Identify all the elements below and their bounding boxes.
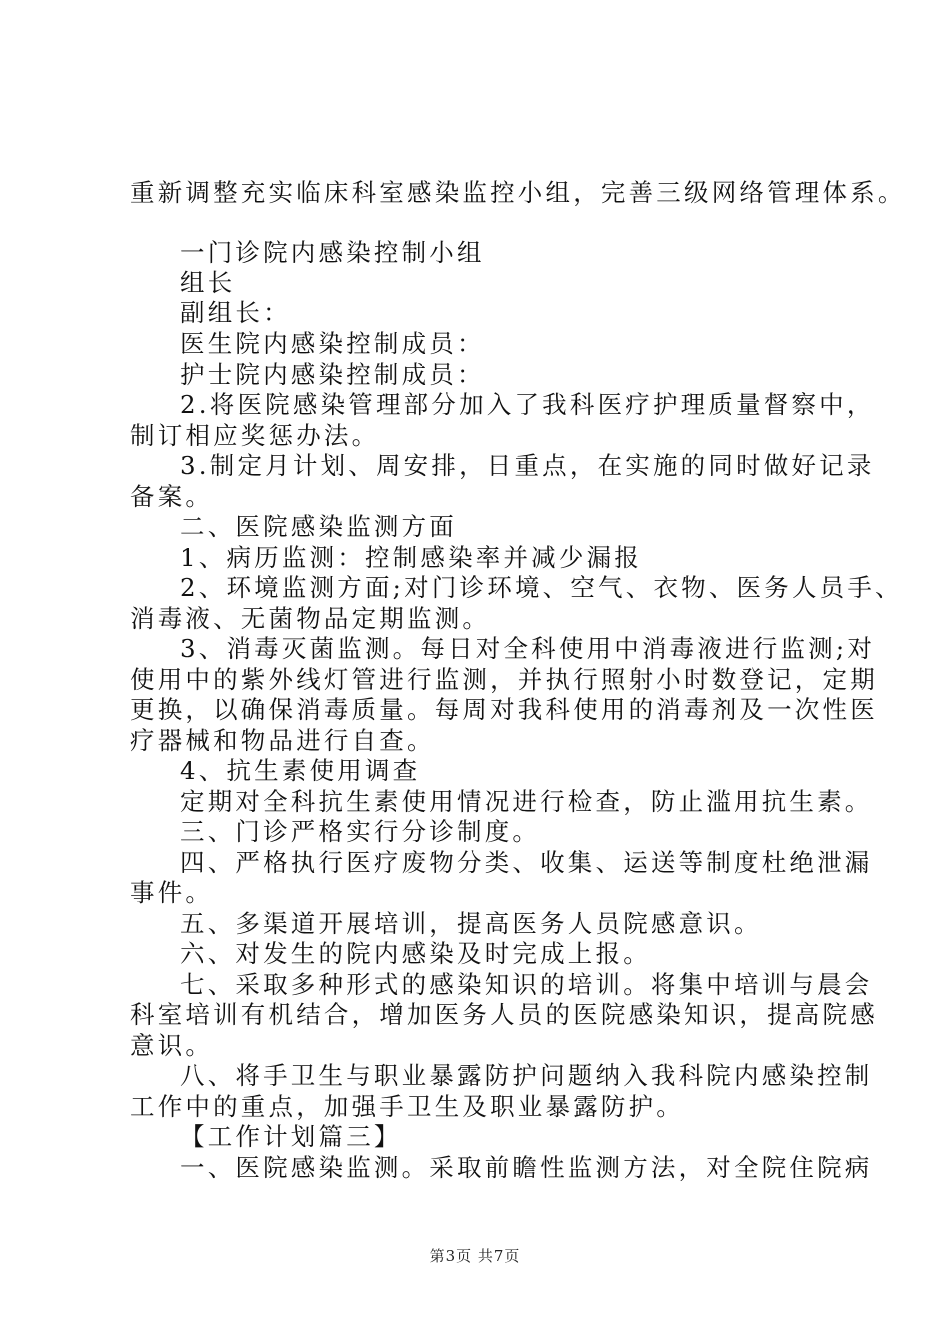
page-number-footer: 第3页 共7页: [429, 1247, 521, 1265]
text-line: 副组长：: [180, 298, 291, 327]
text-line: 组长: [180, 268, 236, 297]
text-line: 4、抗生素使用调查: [180, 756, 421, 785]
text-line: 2.将医院感染管理部分加入了我科医疗护理质量督察中，: [180, 390, 875, 419]
text-line: 八、将手卫生与职业暴露防护问题纳入我科院内感染控制: [180, 1061, 873, 1090]
text-line: 三、门诊严格实行分诊制度。: [180, 817, 541, 846]
text-line: 事件。: [130, 878, 214, 907]
text-line: 五、多渠道开展培训，提高医务人员院感意识。: [180, 909, 762, 938]
text-line: 3、消毒灭菌监测。每日对全科使用中消毒液进行监测;对: [180, 634, 876, 663]
text-line: 七、采取多种形式的感染知识的培训。将集中培训与晨会: [180, 970, 873, 999]
text-line: 医生院内感染控制成员：: [180, 329, 485, 358]
text-line: 护士院内感染控制成员：: [180, 360, 485, 389]
text-line: 2、环境监测方面;对门诊环境、空气、衣物、医务人员手、: [180, 573, 903, 602]
text-line: 重新调整充实临床科室感染监控小组，完善三级网络管理体系。: [130, 178, 906, 207]
text-line: 疗器械和物品进行自查。: [130, 726, 435, 755]
text-line: 一、医院感染监测。采取前瞻性监测方法，对全院住院病: [180, 1153, 873, 1182]
text-line: 二、医院感染监测方面: [180, 512, 457, 541]
text-line: 一门诊院内感染控制小组: [180, 238, 485, 267]
text-line: 制订相应奖惩办法。: [130, 421, 380, 450]
text-line: 3.制定月计划、周安排，日重点，在实施的同时做好记录: [180, 451, 875, 480]
text-line: 使用中的紫外线灯管进行监测，并执行照射小时数登记，定期: [130, 665, 878, 694]
text-line: 六、对发生的院内感染及时完成上报。: [180, 939, 651, 968]
section-heading: 【工作计划篇三】: [180, 1122, 402, 1151]
text-line: 工作中的重点，加强手卫生及职业暴露防护。: [130, 1092, 684, 1121]
text-line: 意识。: [130, 1031, 214, 1060]
text-line: 科室培训有机结合，增加医务人员的医院感染知识，提高院感: [130, 1000, 878, 1029]
text-line: 消毒液、无菌物品定期监测。: [130, 604, 491, 633]
text-line: 定期对全科抗生素使用情况进行检查，防止滥用抗生素。: [180, 787, 873, 816]
text-line: 备案。: [130, 482, 214, 511]
text-line: 四、严格执行医疗废物分类、收集、运送等制度杜绝泄漏: [180, 848, 873, 877]
text-line: 更换，以确保消毒质量。每周对我科使用的消毒剂及一次性医: [130, 695, 878, 724]
text-line: 1、病历监测：控制感染率并减少漏报: [180, 543, 642, 572]
